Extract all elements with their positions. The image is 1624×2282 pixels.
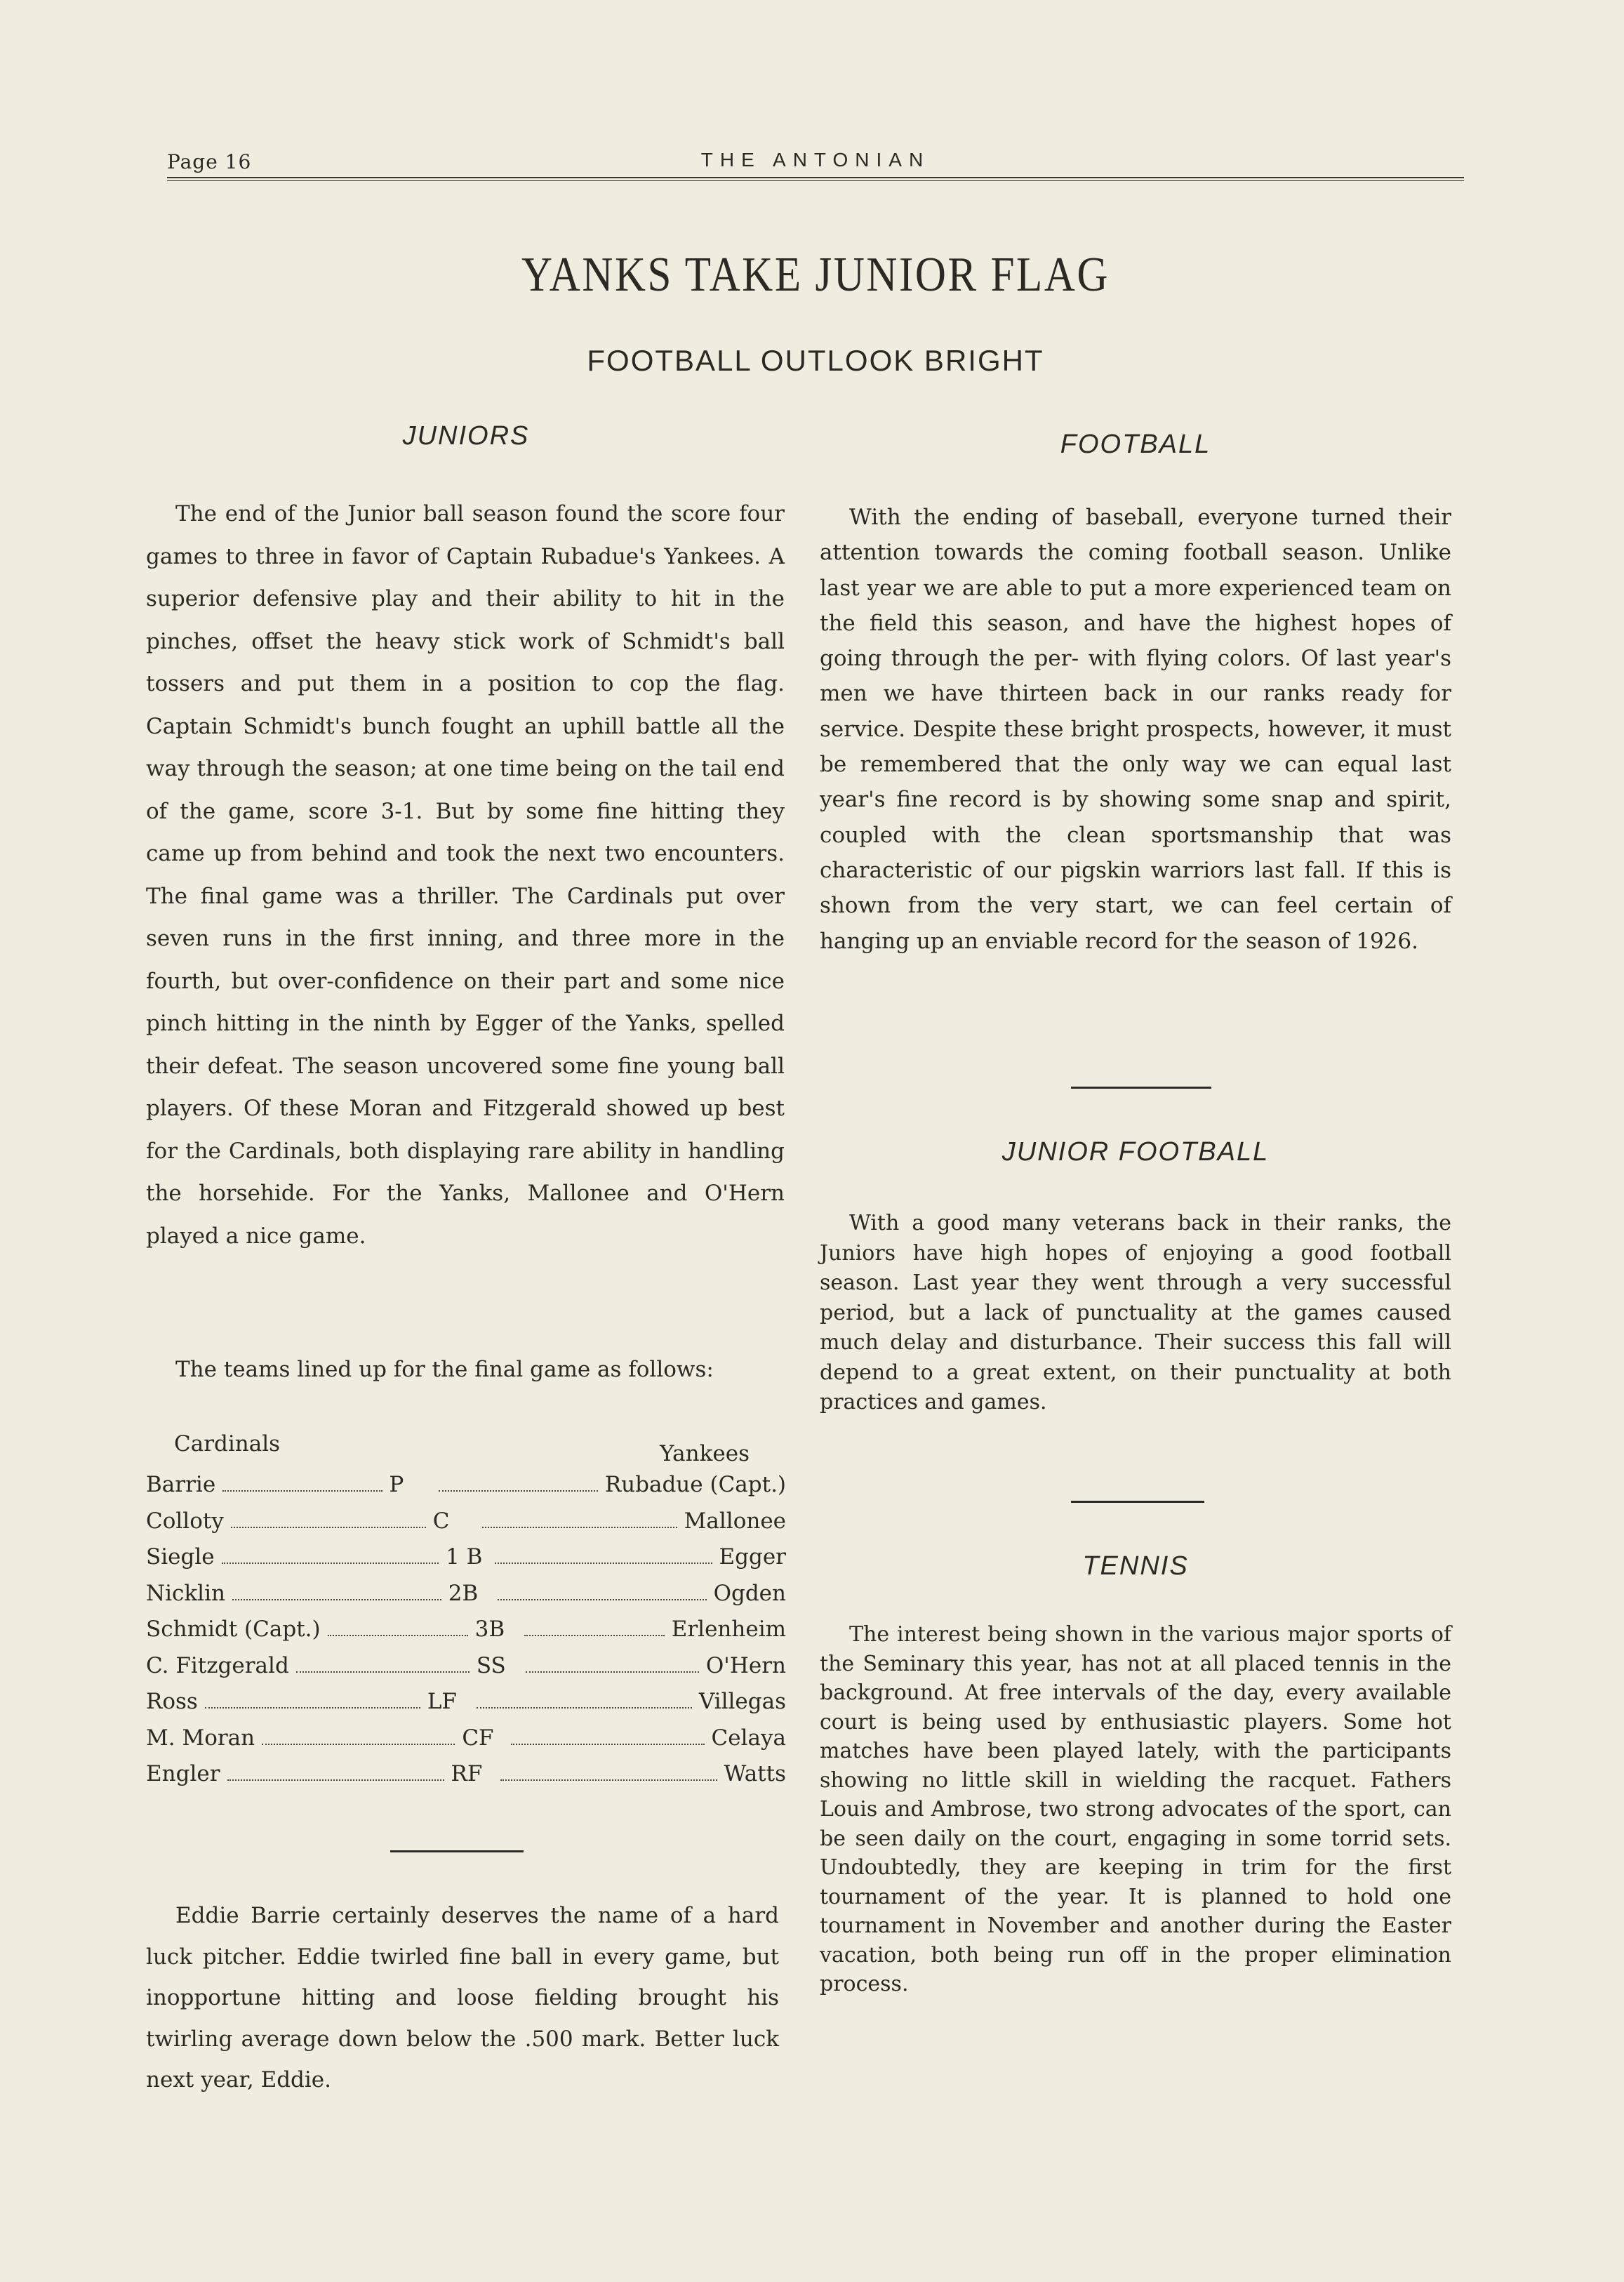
lineup-table <box>146 1428 786 1798</box>
cardinal-player: Ross <box>146 1689 198 1714</box>
lineup-row <box>146 1761 786 1798</box>
yankee-player: Villegas <box>698 1689 786 1714</box>
position: LF <box>427 1689 457 1714</box>
lineup-row <box>146 1508 786 1545</box>
page-number: Page 16 <box>167 150 252 173</box>
header-rule <box>167 177 1464 178</box>
cardinal-player: Nicklin <box>146 1580 225 1606</box>
junior-football-paragraph: With a good many veterans back in their ranks, the Juniors have high hopes of enjoying a good football season. Last year they went through a very successful period, but a lack of punctuality at the games caused much delay and disturbance. Their success this fall will depend to a great extent, on their punctuality at both practices and games. <box>820 1211 1451 1414</box>
yankee-player: Celaya <box>711 1725 786 1751</box>
leader-dots <box>498 1599 707 1600</box>
juniors-article <box>146 493 785 1257</box>
leader-dots <box>231 1527 426 1528</box>
barrie-note-block <box>146 1895 779 2101</box>
position: 2B <box>448 1580 479 1606</box>
subheadline: FOOTBALL OUTLOOK BRIGHT <box>587 344 1044 377</box>
yankee-player: Ogden <box>713 1580 786 1606</box>
lineup-row <box>146 1617 786 1653</box>
leader-dots <box>328 1635 468 1636</box>
cardinal-player: M. Moran <box>146 1725 255 1751</box>
lineup-row <box>146 1581 786 1617</box>
cardinal-player: Barrie <box>146 1472 216 1497</box>
yankee-player: O'Hern <box>705 1652 786 1678</box>
lineup-rows <box>146 1472 786 1798</box>
leader-dots <box>222 1490 382 1492</box>
team-right-label: Yankees <box>660 1441 750 1466</box>
leader-dots <box>439 1490 598 1492</box>
juniors-paragraph: The end of the Junior ball season found the score four games to three in favor of Captain Rubadue's Yankees. A superior defensive play and their ability to hit in the pinches, offset the heavy stick work of Schmidt's ball tossers and put them in a position to cop the flag. Captain Schmidt's bunch fought an uphill battle all the way through the season; at one time being on the tail end of the game, score 3-1. But by some fine hitting they came up from behind and took the next two encounters. The final game was a thriller. The Cardinals put over seven runs in the first inning, and three more in the fourth, but over-confidence on their part and some nice pinch hitting in the ninth by Egger of the Yanks, spelled their defeat. The season uncovered some fine young ball players. Of these Moran and Fitzgerald showed up best for the Cardinals, both displaying rare ability in handling the horsehide. For the Yanks, Mallonee and O'Hern played a nice game. <box>146 501 785 1249</box>
cardinal-player: Engler <box>146 1761 220 1786</box>
leader-dots <box>262 1744 455 1745</box>
lineup-intro-block <box>146 1351 785 1388</box>
team-left-label: Cardinals <box>174 1431 281 1457</box>
lineup-header <box>146 1428 786 1472</box>
leader-dots <box>524 1635 665 1636</box>
junior-football-title: JUNIOR FOOTBALL <box>1001 1137 1270 1167</box>
tennis-article <box>820 1620 1451 1999</box>
tennis-title: TENNIS <box>1082 1551 1189 1581</box>
leader-dots <box>227 1779 444 1781</box>
yankee-player: Mallonee <box>684 1508 787 1534</box>
position: RF <box>451 1761 483 1786</box>
cardinal-player: Schmidt (Capt.) <box>146 1617 321 1642</box>
leader-dots <box>500 1779 717 1781</box>
section-divider <box>390 1850 524 1852</box>
lineup-row <box>146 1472 786 1508</box>
juniors-title: JUNIORS <box>402 421 530 451</box>
headline: YANKS TAKE JUNIOR FLAG <box>521 248 1110 302</box>
section-divider <box>1071 1501 1204 1503</box>
position: C <box>432 1508 450 1534</box>
junior-football-article <box>820 1209 1451 1418</box>
leader-dots <box>495 1563 712 1564</box>
football-article <box>820 500 1451 959</box>
leader-dots <box>222 1563 439 1564</box>
leader-dots <box>296 1671 470 1673</box>
leader-dots <box>232 1599 441 1600</box>
yankee-player: Watts <box>724 1761 787 1786</box>
yankee-player: Egger <box>719 1544 786 1570</box>
position: 3B <box>474 1617 505 1642</box>
lineup-row <box>146 1653 786 1690</box>
section-divider <box>1071 1087 1211 1089</box>
lineup-intro: The teams lined up for the final game as follows: <box>175 1357 714 1382</box>
leader-dots <box>526 1671 699 1673</box>
leader-dots <box>482 1527 677 1528</box>
lineup-row <box>146 1725 786 1762</box>
header-rule-thin <box>167 180 1464 181</box>
position: SS <box>476 1652 506 1678</box>
lineup-row <box>146 1689 786 1725</box>
barrie-note: Eddie Barrie certainly deserves the name of a hard luck pitcher. Eddie twirled fine ball in every game, but inopportune hitting and loose fielding brought his twirling average down below the .500 mark. Better luck next year, Eddie. <box>146 1903 779 2092</box>
leader-dots <box>511 1744 704 1745</box>
yankee-player: Erlenheim <box>671 1617 786 1642</box>
football-title: FOOTBALL <box>1060 430 1211 459</box>
yankee-player: Rubadue (Capt.) <box>604 1472 787 1497</box>
tennis-paragraph: The interest being shown in the various major sports of the Seminary this year, has not at all placed tennis in the background. At free intervals of the day, every available court is being used by enthusiastic players. Some hot matches have been played lately, with the participants showing no little skill in wielding the racquet. Fathers Louis and Ambrose, two strong advocates of the sport, can be seen daily on the court, engaging in some torrid sets. Undoubtedly, they are keeping in trim for the first tournament of the year. It is planned to hold one tournament in November and another during the Easter vacation, both being run off in the proper elimination process. <box>820 1622 1451 1996</box>
cardinal-player: C. Fitzgerald <box>146 1652 289 1678</box>
leader-dots <box>205 1707 420 1709</box>
cardinal-player: Siegle <box>146 1544 215 1570</box>
lineup-row <box>146 1544 786 1581</box>
cardinal-player: Colloty <box>146 1508 224 1534</box>
running-header <box>167 145 1464 180</box>
position: 1 B <box>446 1544 483 1570</box>
position: P <box>389 1472 404 1497</box>
football-paragraph: With the ending of baseball, everyone turned their attention towards the coming football season. Unlike last year we are able to put a more experienced team on the field this season, and have the highest hopes of going through the per- with flying colors. Of last year's men we have thirteen back in our ranks ready for service. Despite these bright prospects, however, it must be remembered that the only way we can equal last year's fine record is by showing some snap and spirit, coupled with the clean sportsmanship that was characteristic of our pigskin warriors last fall. If this is shown from the very start, we can feel certain of hanging up an enviable record for the season of 1926. <box>820 505 1451 954</box>
publication-name: THE ANTONIAN <box>700 149 931 171</box>
leader-dots <box>477 1707 692 1709</box>
position: CF <box>462 1725 494 1751</box>
